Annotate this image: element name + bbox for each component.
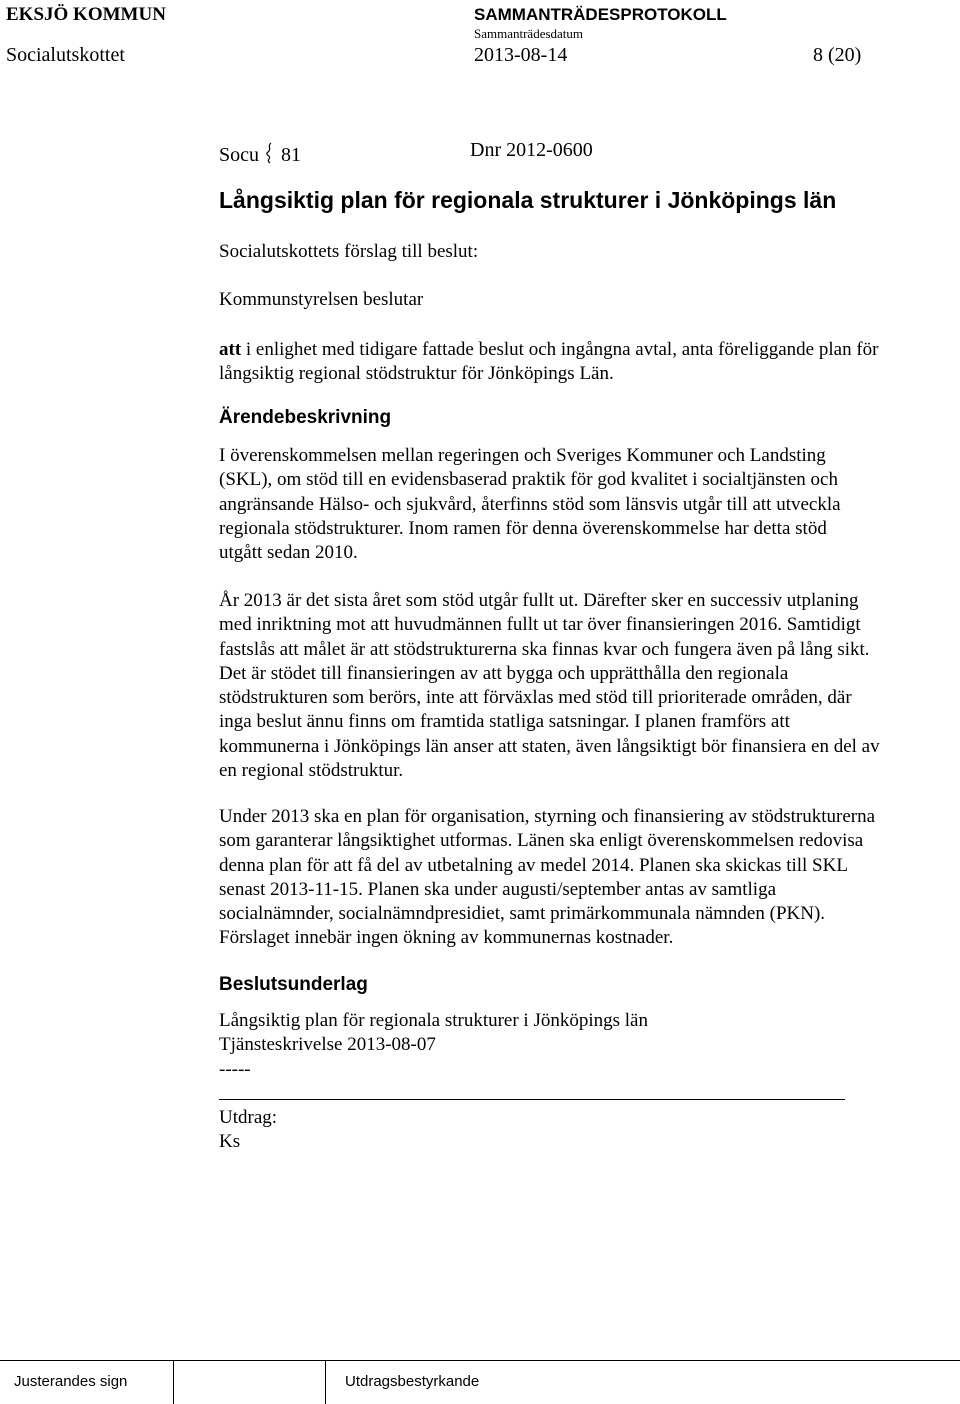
utdragsbestyrkande-label: Utdragsbestyrkande [345, 1373, 480, 1390]
underlag-heading: Beslutsunderlag [219, 974, 368, 995]
decision-text [219, 338, 939, 387]
case-title: Långsiktig plan för regionala strukturer i Jönköpings län [219, 187, 837, 213]
page-number: 8 (20) [813, 44, 862, 66]
separator-line [219, 1099, 845, 1100]
arende-heading: Ärendebeskrivning [219, 407, 392, 428]
arende-paragraph-2 [219, 589, 939, 783]
text-line: denna plan för att få del av utbetalning av medel 2014. Planen ska skickas till SKL [219, 854, 848, 876]
text-line: utgått sedan 2010. [219, 542, 358, 564]
justerandes-sign-label: Justerandes sign [14, 1373, 128, 1390]
underlag-item: ----- [219, 1058, 251, 1080]
footer-divider [173, 1360, 174, 1404]
committee-name: Socialutskottet [6, 44, 125, 66]
text-line: stödstrukturen som berörs, inte att förväxlas med stöd till prioriterade områden, där [219, 687, 852, 709]
protocol-title: SAMMANTRÄDESPROTOKOLL [474, 5, 727, 24]
proposal-intro: Socialutskottets förslag till beslut: [219, 241, 479, 262]
underlag-item: Långsiktig plan för regionala strukturer i Jönköpings län [219, 1010, 648, 1031]
decision-line-text: i enlighet med tidigare fattade beslut och ingångna avtal, anta föreliggande plan för [241, 339, 879, 360]
utdrag-recipient: Ks [219, 1131, 241, 1153]
text-line: med inriktning mot att huvudmännen fullt ut tar över finansieringen 2016. Samtidigt [219, 614, 861, 636]
text-line: Förslaget innebär ingen ökning av kommunernas kostnader. [219, 927, 674, 949]
footer-top-rule [0, 1360, 960, 1361]
text-line: angränsande Hälso- och sjukvård, återfinns stöd som länsvis utgår till att utveckla [219, 493, 841, 515]
text-line: År 2013 är det sista året som stöd utgår fullt ut. Därefter sker en successiv utplaning [219, 590, 859, 611]
text-line: en regional stödstruktur. [219, 760, 404, 782]
date-label: Sammanträdesdatum [474, 26, 584, 41]
decision-line: långsiktig regional stödstruktur för Jönköpings Län. [219, 363, 614, 385]
text-line: regionala stödstrukturer. Inom ramen för denna överenskommelse har detta stöd [219, 517, 827, 539]
text-line: socialnämnder, socialnämndpresidiet, samt primärkommunala nämnden (PKN). [219, 903, 826, 925]
arende-paragraph-3 [219, 805, 939, 951]
underlag-item: Tjänsteskrivelse 2013-08-07 [219, 1034, 436, 1056]
utdrag-label: Utdrag: [219, 1107, 278, 1128]
text-line: senast 2013-11-15. Planen ska under augusti/september antas av samtliga [219, 878, 777, 900]
paragraph-number: 81 [281, 144, 301, 166]
text-line: som garanterar långsiktighet utformas. Länen ska enligt överenskommelsen redovisa [219, 830, 864, 852]
text-line: inga beslut ännu finns om framtida statliga satsningar. I planen framförs att [219, 711, 790, 733]
utdrag-block [219, 1106, 939, 1155]
text-line: fastslås att målet är att stödstrukturerna ska finnas kvar och fungera även på lång sikt. [219, 638, 870, 660]
text-line: Det är stödet till finansieringen av att bygga och upprätthålla den regionala [219, 662, 789, 684]
att-keyword: att [219, 339, 242, 360]
text-line: kommunerna i Jönköpings län anser att staten, även långsiktigt bör finansiera en del av [219, 735, 880, 757]
municipality-name: EKSJÖ KOMMUN [6, 4, 166, 25]
arende-paragraph-1 [219, 444, 939, 565]
section-sign-icon [265, 142, 273, 164]
underlag-list [219, 1009, 939, 1082]
footer-divider [325, 1360, 326, 1404]
text-line: Under 2013 ska en plan för organisation, styrning och finansiering av stödstrukturerna [219, 806, 876, 827]
text-line: I överenskommelsen mellan regeringen och Sveriges Kommuner och Landsting [219, 445, 826, 466]
paragraph-reference [219, 139, 301, 167]
paragraph-prefix: Socu [219, 144, 259, 166]
decision-line [219, 338, 939, 362]
meeting-date: 2013-08-14 [474, 44, 568, 66]
decision-body: Kommunstyrelsen beslutar [219, 289, 424, 310]
text-line: (SKL), om stöd till en evidensbaserad praktik för god kvalitet i socialtjänsten och [219, 469, 838, 491]
diary-number: Dnr 2012-0600 [470, 139, 593, 161]
